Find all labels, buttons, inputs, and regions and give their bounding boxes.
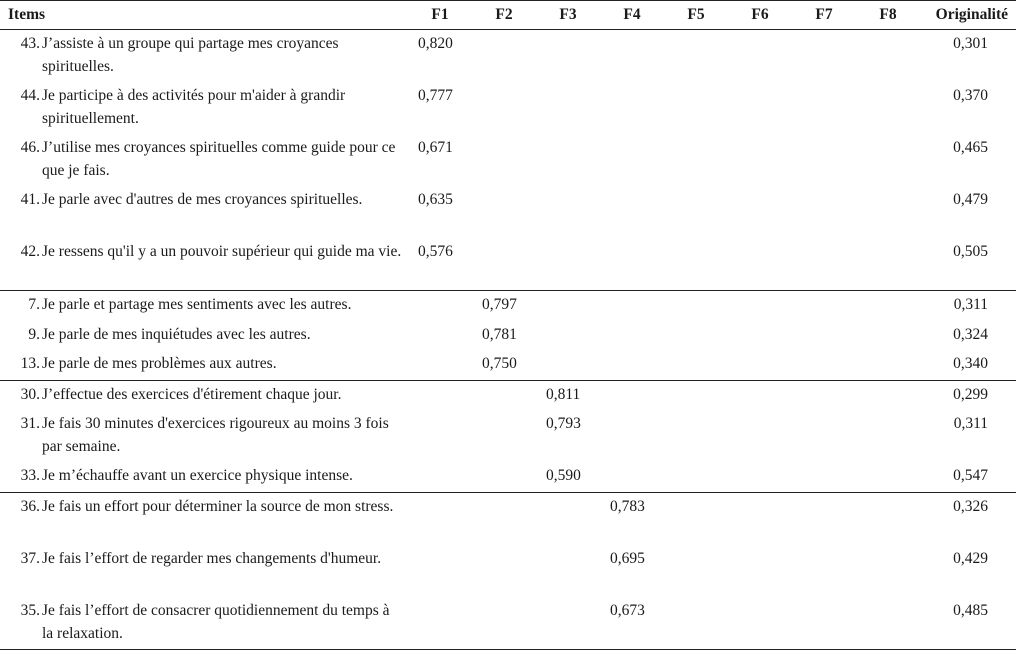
originality-value: 0,301 <box>953 35 988 52</box>
item-number: 41. <box>20 191 40 208</box>
loading-f2 <box>474 380 538 410</box>
loading-f6 <box>730 30 794 83</box>
loading-f8 <box>858 380 922 410</box>
loading-f3: 0,793 <box>546 415 581 432</box>
loading-f1 <box>410 597 474 650</box>
loading-f8 <box>858 462 922 492</box>
loading-f1 <box>410 321 474 351</box>
loading-f3 <box>538 238 602 291</box>
table-row <box>0 597 1016 650</box>
item-cell <box>0 291 410 321</box>
header-f1: F1 <box>410 1 474 30</box>
loading-f6 <box>730 462 794 492</box>
loading-f3: 0,811 <box>546 385 581 403</box>
loading-f6 <box>730 291 794 321</box>
loading-f8 <box>858 82 922 134</box>
loading-f8 <box>858 186 922 238</box>
originality-value: 0,479 <box>953 191 988 208</box>
item-text: J’effectue des exercices d'étirement chaque jour. <box>42 385 342 403</box>
loading-f1 <box>410 492 474 545</box>
originality-value: 0,547 <box>922 462 1016 492</box>
item-text: Je parle avec d'autres de mes croyances spirituelles. <box>42 191 363 208</box>
loading-f5 <box>666 321 730 351</box>
item-number: 37. <box>20 549 40 567</box>
loading-f1: 0,777 <box>418 87 453 104</box>
loading-f6 <box>730 492 794 545</box>
item-text: Je participe à des activités pour m'aider à grandir spirituellement. <box>42 87 346 127</box>
loading-f3 <box>538 492 602 545</box>
item-cell <box>0 380 410 410</box>
loading-f3 <box>538 321 602 351</box>
loading-f1: 0,635 <box>418 191 453 208</box>
loading-f6 <box>730 238 794 291</box>
originality-value: 0,326 <box>953 497 988 515</box>
item-text: Je fais un effort pour déterminer la source de mon stress. <box>42 497 394 515</box>
table-row <box>0 291 1016 321</box>
item-text: Je parle de mes inquiétudes avec les autres. <box>42 325 311 343</box>
header-items: Items <box>0 1 410 30</box>
loading-f4 <box>602 186 666 238</box>
table-row <box>0 30 1016 83</box>
originality-value: 0,311 <box>953 296 988 313</box>
header-f6: F6 <box>730 1 794 30</box>
item-cell <box>0 597 410 650</box>
loading-f5 <box>666 291 730 321</box>
loading-f3 <box>538 545 602 597</box>
originality-value: 0,340 <box>922 350 1016 380</box>
loading-f5 <box>666 410 730 462</box>
header-f8: F8 <box>858 1 922 30</box>
table-row <box>0 545 1016 597</box>
loading-f1 <box>410 462 474 492</box>
table-row <box>0 321 1016 351</box>
item-cell <box>0 462 410 492</box>
loading-f4 <box>602 291 666 321</box>
loading-f7 <box>794 321 858 351</box>
loading-f4 <box>602 238 666 291</box>
loading-f4 <box>602 30 666 83</box>
item-text: Je ressens qu'il y a un pouvoir supérieur qui guide ma vie. <box>42 243 402 260</box>
item-text: Je fais l’effort de consacrer quotidiennement du temps à la relaxation. <box>42 601 390 642</box>
table-row <box>0 380 1016 410</box>
loading-f3 <box>538 30 602 83</box>
originality-value: 0,485 <box>922 597 1016 650</box>
item-cell <box>0 134 410 186</box>
loading-f8 <box>858 410 922 462</box>
loading-f5 <box>666 134 730 186</box>
item-number: 42. <box>20 243 40 260</box>
item-text: Je fais 30 minutes d'exercices rigoureux au moins 3 fois par semaine. <box>42 415 389 455</box>
loading-f7 <box>794 380 858 410</box>
loading-f1: 0,576 <box>410 238 474 291</box>
item-text: Je parle de mes problèmes aux autres. <box>42 355 277 372</box>
loading-f2 <box>474 30 538 83</box>
originality-value: 0,429 <box>953 549 988 567</box>
loading-f2 <box>474 492 538 545</box>
item-cell <box>0 545 410 597</box>
loading-f7 <box>794 350 858 380</box>
loading-f1: 0,820 <box>418 35 453 52</box>
loading-f7 <box>794 291 858 321</box>
loading-f7 <box>794 597 858 650</box>
item-number: 33. <box>20 467 40 484</box>
loading-f8 <box>858 30 922 83</box>
loading-f1 <box>410 380 474 410</box>
item-number: 30. <box>20 385 40 403</box>
loading-f7 <box>794 82 858 134</box>
loading-f5 <box>666 380 730 410</box>
loading-f4: 0,783 <box>610 497 645 515</box>
loading-f3 <box>538 597 602 650</box>
loading-f8 <box>858 238 922 291</box>
header-f7: F7 <box>794 1 858 30</box>
loading-f8 <box>858 291 922 321</box>
item-cell <box>0 186 410 238</box>
header-f5: F5 <box>666 1 730 30</box>
loading-f8 <box>858 134 922 186</box>
item-number: 35. <box>20 601 40 619</box>
table-row <box>0 410 1016 462</box>
loading-f6 <box>730 134 794 186</box>
item-text: Je m’échauffe avant un exercice physique intense. <box>42 467 353 484</box>
originality-value: 0,311 <box>953 415 988 432</box>
loading-f5 <box>666 82 730 134</box>
loading-f5 <box>666 186 730 238</box>
item-number: 13. <box>20 355 40 372</box>
loading-f6 <box>730 350 794 380</box>
loading-f5 <box>666 350 730 380</box>
loading-f1 <box>410 291 474 321</box>
loading-f7 <box>794 134 858 186</box>
loading-f5 <box>666 597 730 650</box>
loading-f8 <box>858 597 922 650</box>
item-cell <box>0 30 410 83</box>
loading-f7 <box>794 238 858 291</box>
loading-f8 <box>858 321 922 351</box>
loading-f4 <box>602 350 666 380</box>
item-text: Je parle et partage mes sentiments avec les autres. <box>42 296 352 313</box>
loading-f7 <box>794 30 858 83</box>
table-row <box>0 134 1016 186</box>
loading-f6 <box>730 82 794 134</box>
loading-f3 <box>538 186 602 238</box>
loading-f4 <box>602 410 666 462</box>
loading-f2 <box>474 186 538 238</box>
loading-f6 <box>730 380 794 410</box>
loading-f4 <box>602 462 666 492</box>
loading-f2: 0,750 <box>474 350 538 380</box>
loading-f2 <box>474 238 538 291</box>
item-number: 43. <box>20 35 40 52</box>
loading-f7 <box>794 462 858 492</box>
item-text: J’assiste à un groupe qui partage mes croyances spirituelles. <box>42 35 339 75</box>
item-cell <box>0 410 410 462</box>
loading-f6 <box>730 321 794 351</box>
loading-f4 <box>602 321 666 351</box>
item-text: Je fais l’effort de regarder mes changements d'humeur. <box>42 549 382 567</box>
originality-value: 0,465 <box>953 139 988 156</box>
header-row <box>0 1 1016 30</box>
loading-f7 <box>794 545 858 597</box>
loading-f6 <box>730 545 794 597</box>
header-f3: F3 <box>538 1 602 30</box>
item-text: J’utilise mes croyances spirituelles comme guide pour ce que je fais. <box>42 139 396 179</box>
item-number: 36. <box>20 497 40 515</box>
table-row <box>0 82 1016 134</box>
item-number: 7. <box>28 296 40 313</box>
item-cell <box>0 82 410 134</box>
table-body <box>0 30 1016 650</box>
loading-f8 <box>858 545 922 597</box>
loading-f5 <box>666 30 730 83</box>
item-number: 31. <box>20 415 40 432</box>
loading-f1 <box>410 350 474 380</box>
header-f2: F2 <box>474 1 538 30</box>
loading-f3 <box>538 134 602 186</box>
header-f4: F4 <box>602 1 666 30</box>
loading-f5 <box>666 492 730 545</box>
table-row <box>0 186 1016 238</box>
loading-f2: 0,797 <box>482 296 517 313</box>
item-number: 9. <box>28 325 40 343</box>
loading-f6 <box>730 410 794 462</box>
loading-f4 <box>602 134 666 186</box>
loading-f5 <box>666 545 730 597</box>
loading-f6 <box>730 597 794 650</box>
loading-f3: 0,590 <box>538 462 602 492</box>
item-number: 44. <box>20 87 40 104</box>
item-cell <box>0 350 410 380</box>
originality-value: 0,370 <box>953 87 988 104</box>
loading-f4 <box>602 380 666 410</box>
loading-f1 <box>410 545 474 597</box>
loading-f7 <box>794 492 858 545</box>
loading-f2 <box>474 82 538 134</box>
item-cell <box>0 238 410 291</box>
loading-f5 <box>666 238 730 291</box>
loading-f3 <box>538 82 602 134</box>
loading-f2 <box>474 597 538 650</box>
table-row <box>0 238 1016 291</box>
table-row <box>0 462 1016 492</box>
loading-f7 <box>794 410 858 462</box>
loading-f2 <box>474 462 538 492</box>
originality-value: 0,505 <box>922 238 1016 291</box>
loading-f2 <box>474 134 538 186</box>
loading-f4 <box>602 82 666 134</box>
table-row <box>0 350 1016 380</box>
item-cell <box>0 321 410 351</box>
originality-value: 0,299 <box>953 385 988 403</box>
loading-f4: 0,673 <box>602 597 666 650</box>
loading-f5 <box>666 462 730 492</box>
loading-f6 <box>730 186 794 238</box>
loading-f1 <box>410 410 474 462</box>
loading-f8 <box>858 492 922 545</box>
loading-f3 <box>538 350 602 380</box>
loading-f7 <box>794 186 858 238</box>
loading-f2 <box>474 545 538 597</box>
loading-f1: 0,671 <box>418 139 453 156</box>
loading-f8 <box>858 350 922 380</box>
loading-f3 <box>538 291 602 321</box>
header-originality: Originalité <box>922 1 1016 30</box>
loading-f2: 0,781 <box>482 325 517 343</box>
table-header <box>0 1 1016 30</box>
item-cell <box>0 492 410 545</box>
originality-value: 0,324 <box>953 325 988 343</box>
loading-f2 <box>474 410 538 462</box>
loading-f4: 0,695 <box>610 549 645 567</box>
item-number: 46. <box>20 139 40 156</box>
table-row <box>0 492 1016 545</box>
